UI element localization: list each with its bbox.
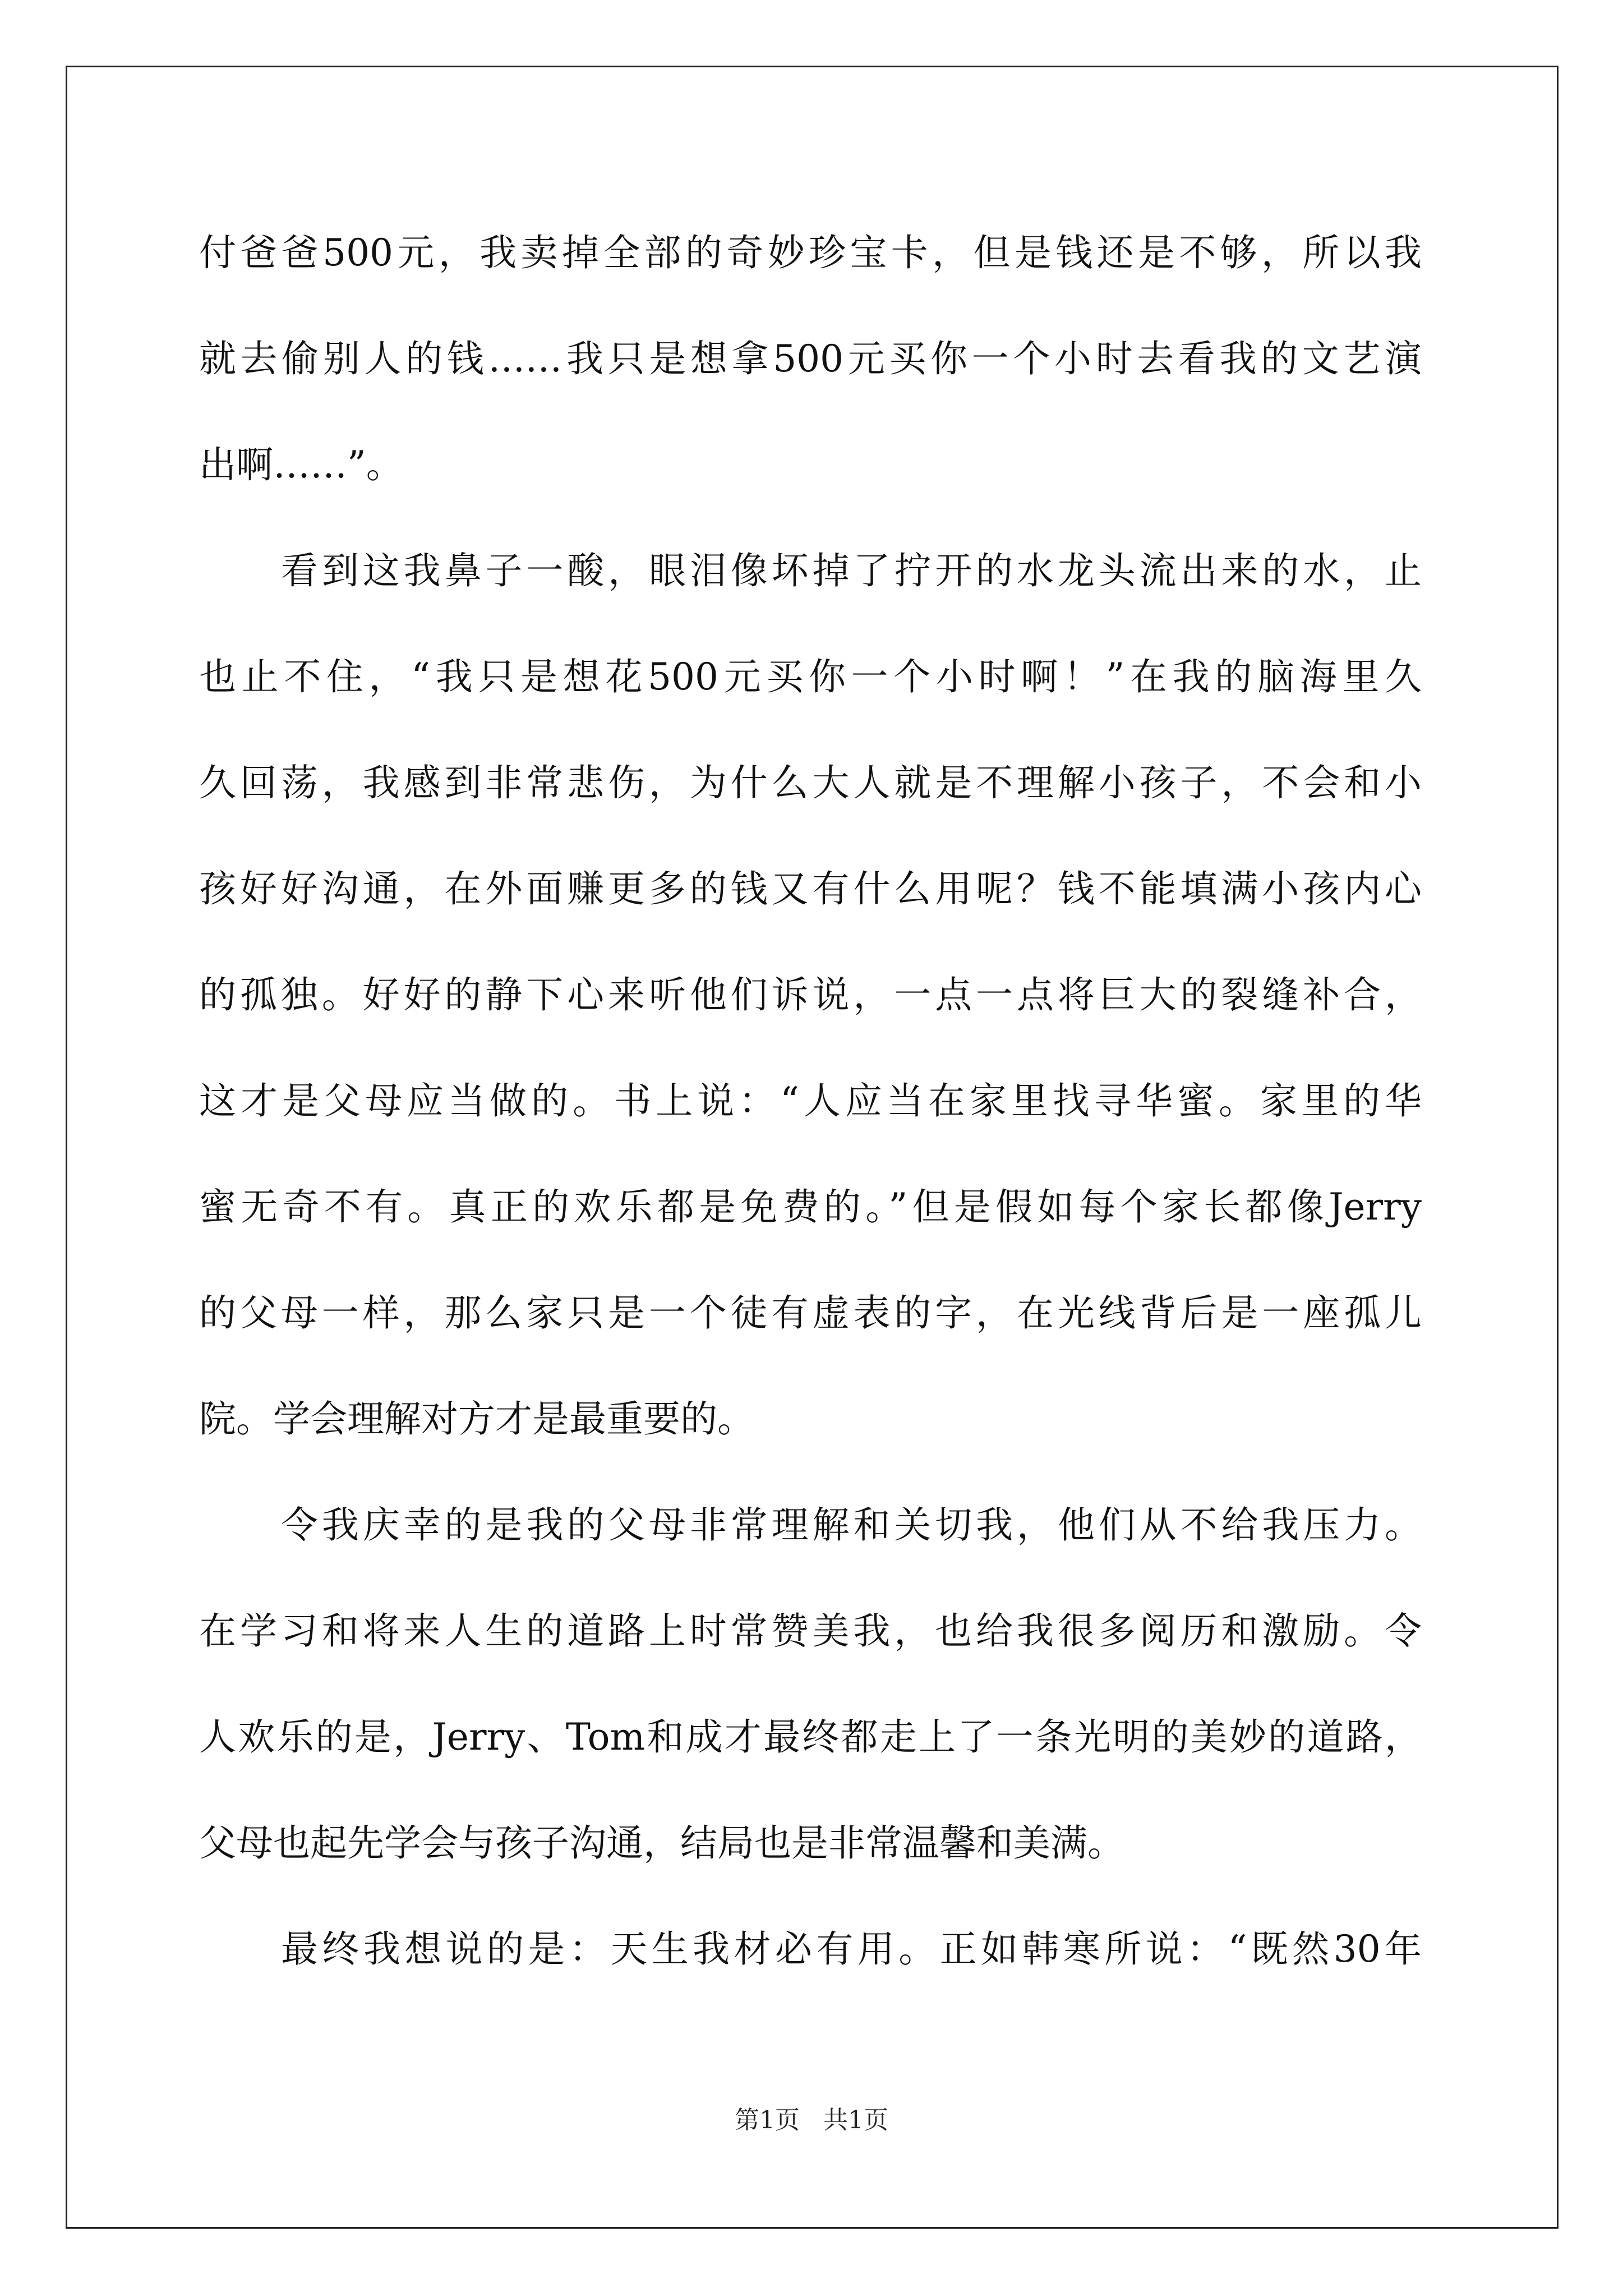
text-line: 的父母一样，那么家只是一个徒有虚表的字，在光线背后是一座孤儿 <box>199 1291 1422 1335</box>
text-line: 院。学会理解对方才是最重要的。 <box>199 1397 754 1441</box>
document-body <box>199 219 1422 2021</box>
text-line: 久回荡，我感到非常悲伤，为什么大人就是不理解小孩子，不会和小 <box>199 761 1422 804</box>
text-line: 出啊……”。 <box>199 443 403 486</box>
text-line: 人欢乐的是，Jerry、Tom和成才最终都走上了一条光明的美妙的道路， <box>199 1715 1422 1759</box>
text-line: 这才是父母应当做的。书上说：“人应当在家里找寻华蜜。家里的华 <box>199 1079 1422 1122</box>
text-line: 的孤独。好好的静下心来听他们诉说，一点一点将巨大的裂缝补合， <box>199 973 1422 1016</box>
text-line: 令我庆幸的是我的父母非常理解和关切我，他们从不给我压力。 <box>281 1503 1422 1547</box>
text-line: 蜜无奇不有。真正的欢乐都是免费的。”但是假如每个家长都像Jerry <box>199 1185 1422 1228</box>
text-line: 付爸爸500元，我卖掉全部的奇妙珍宝卡，但是钱还是不够，所以我 <box>199 231 1422 274</box>
page-number-footer: 第1页 共1页 <box>735 2106 888 2134</box>
text-line: 最终我想说的是：天生我材必有用。正如韩寒所说：“既然30年 <box>281 1927 1422 1971</box>
text-line: 孩好好沟通，在外面赚更多的钱又有什么用呢？钱不能填满小孩内心 <box>199 867 1422 910</box>
text-line: 也止不住，“我只是想花500元买你一个小时啊！”在我的脑海里久 <box>199 655 1422 698</box>
text-line: 在学习和将来人生的道路上时常赞美我，也给我很多阅历和激励。令 <box>199 1609 1422 1653</box>
text-line: 看到这我鼻子一酸，眼泪像坏掉了拧开的水龙头流出来的水，止 <box>281 549 1422 592</box>
text-line: 父母也起先学会与孩子沟通，结局也是非常温馨和美满。 <box>199 1821 1124 1865</box>
text-line: 就去偷别人的钱……我只是想拿500元买你一个小时去看我的文艺演 <box>199 337 1422 380</box>
